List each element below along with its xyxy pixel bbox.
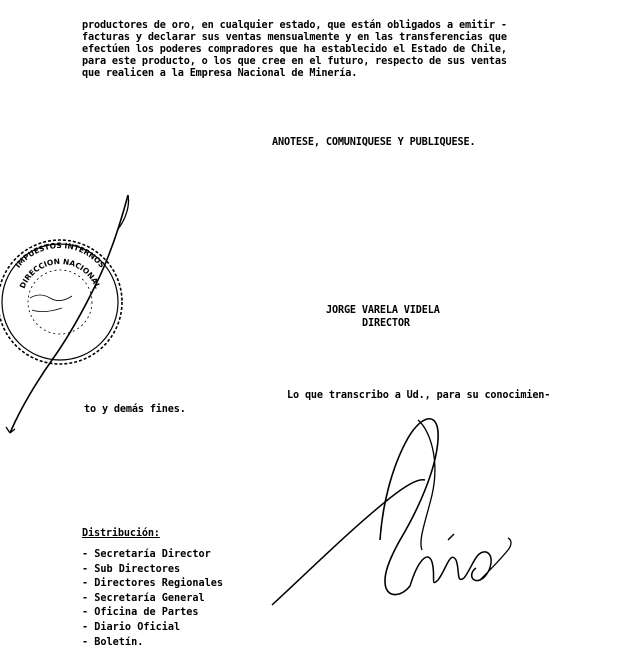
body-line-4: para este producto, o los que cree en el futuro, respecto de sus ventas (82, 56, 507, 67)
signatory-title: DIRECTOR (362, 318, 410, 329)
list-item: - Sub Directores (82, 563, 181, 575)
body-line-3: efectúen los poderes compradores que ha establecido el Estado de Chile, (82, 44, 507, 55)
distribution-title: Distribución: (82, 528, 160, 539)
distribution-list (82, 548, 223, 650)
list-item: - Diario Oficial (82, 621, 181, 633)
list-item: - Directores Regionales (82, 578, 224, 590)
transcription-line-2: to y demás fines. (84, 404, 186, 415)
body-line-5: que realicen a la Empresa Nacional de Minería. (82, 68, 358, 79)
seal-inner-text: DIRECCION NACIONAL (17, 256, 103, 290)
handwritten-signature (250, 400, 550, 620)
body-line-2: facturas y declarar sus ventas mensualmente y en las transferencias que (82, 32, 507, 43)
list-item: - Boletín. (82, 636, 144, 648)
seal-outer-text: IMPUESTOS INTERNOS (13, 240, 107, 270)
closing-formula: ANOTESE, COMUNIQUESE Y PUBLIQUESE. (272, 137, 476, 148)
list-item: - Oficina de Partes (82, 607, 199, 619)
signatory-name: JORGE VARELA VIDELA (326, 305, 440, 316)
body-paragraph (82, 20, 612, 80)
list-item: - Secretaría General (82, 592, 205, 604)
body-line-1: productores de oro, en cualquier estado, que están obligados a emitir - (82, 20, 507, 31)
transcription-line-1: Lo que transcribo a Ud., para su conocimien- (287, 390, 551, 401)
list-item: - Secretaría Director (82, 549, 211, 560)
